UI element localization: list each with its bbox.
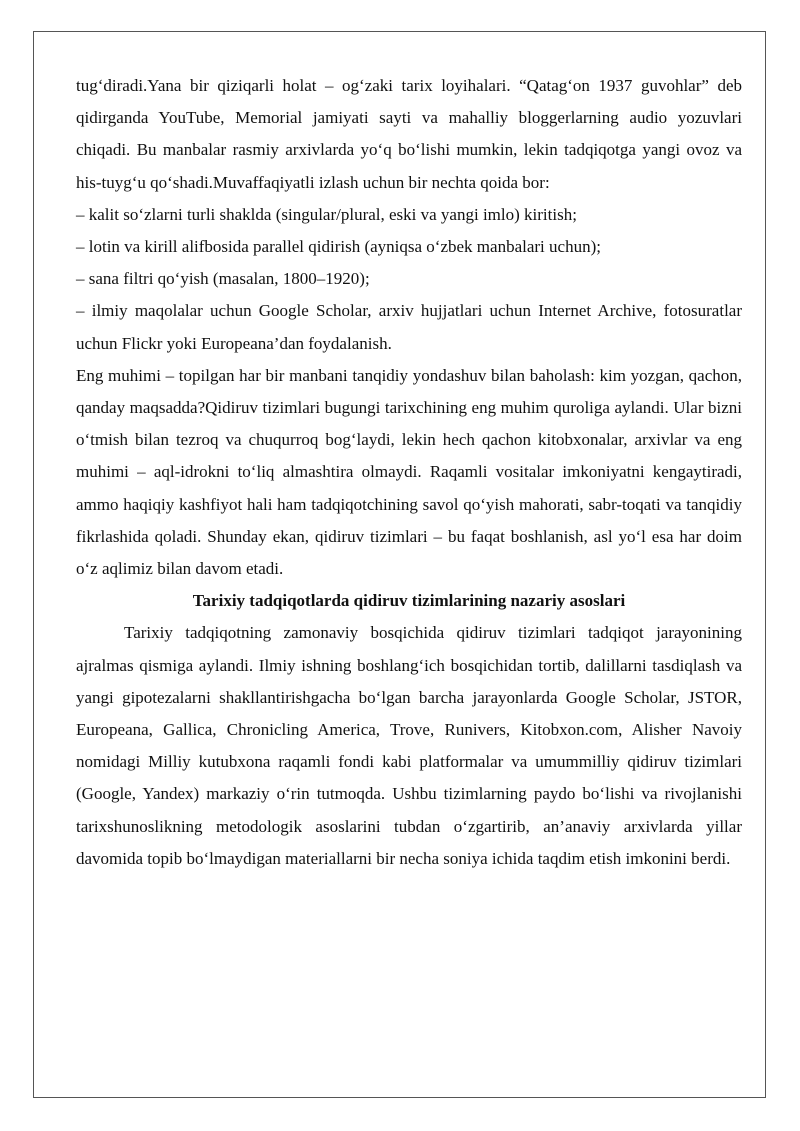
- list-item-sources: – ilmiy maqolalar uchun Google Scholar, arxiv hujjatlari uchun Internet Archive, fotosuratlar uchun Flickr yoki Europeana’dan foydalanish.: [76, 301, 742, 353]
- list-item-date-filter: – sana filtri qo‘yish (masalan, 1800–1920);: [76, 269, 370, 289]
- section-heading: Tarixiy tadqiqotlarda qidiruv tizimlarining nazariy asoslari: [192, 591, 626, 611]
- paragraph-intro: tug‘diradi.Yana bir qiziqarli holat – og‘zaki tarix loyihalari. “Qatag‘on 1937 guvohlar” deb qidirganda YouTube, Memorial jamiyati sayti va mahalliy bloggerlarning audio yozuvlari chiqadi. Bu manbalar rasmiy arxivlarda yo‘q bo‘lishi mumkin, lekin tadqiqotga yangi ovoz va his-tuyg‘u qo‘shadi.Muvaffaqiyatli izlash uchun bir nechta qoida bor:: [76, 76, 742, 192]
- list-item-alphabets: – lotin va kirill alifbosida parallel qidirish (ayniqsa o‘zbek manbalari uchun);: [76, 237, 601, 257]
- list-item-keywords: – kalit so‘zlarni turli shaklda (singular/plural, eski va yangi imlo) kiritish;: [76, 204, 577, 224]
- paragraph-conclusion: Eng muhimi – topilgan har bir manbani tanqidiy yondashuv bilan baholash: kim yozgan, qachon, qanday maqsadda?Qidiruv tizimlari bugungi tarixchining eng muhim quroliga aylandi. Ular bizni o‘tmish bilan tezroq va chuqurroq bog‘laydi, lekin hech qachon kitobxonalar, arxivlar va eng muhimi – aql-idrokni to‘liq almashtira olmaydi. Raqamli vositalar imkoniyatni kengaytiradi, ammo haqiqiy kashfiyot hali ham tadqiqotchining savol qo‘yish mahorati, sabr-toqati va tanqidiy fikrlashida qoladi. Shunday ekan, qidiruv tizimlari – bu faqat boshlanish, asl yo‘l esa har doim o‘z aqlimiz bilan davom etadi.: [76, 365, 742, 579]
- document-body: [76, 70, 742, 875]
- paragraph-section-body: Tarixiy tadqiqotning zamonaviy bosqichida qidiruv tizimlari tadqiqot jarayonining ajralmas qismiga aylandi. Ilmiy ishning boshlang‘ich bosqichidan tortib, dalillarni tasdiqlash va yangi gipotezalarni shakllantirishgacha bo‘lgan barcha jarayonlarda Google Scholar, JSTOR, Europeana, Gallica, Chronicling America, Trove, Runivers, Kitobxon.com, Alisher Navoiy nomidagi Milliy kutubxona raqamli fondi kabi platformalar va umummilliy qidiruv tizimlari (Google, Yandex) markaziy o‘rin tutmoqda. Ushbu tizimlarning paydo bo‘lishi va rivojlanishi tarixshunoslikning metodologik asoslarini tubdan o‘zgartirib, an’anaviy arxivlarda yillar davomida topib bo‘lmaydigan materiallarni bir necha soniya ichida taqdim etish imkonini berdi.: [76, 623, 742, 868]
